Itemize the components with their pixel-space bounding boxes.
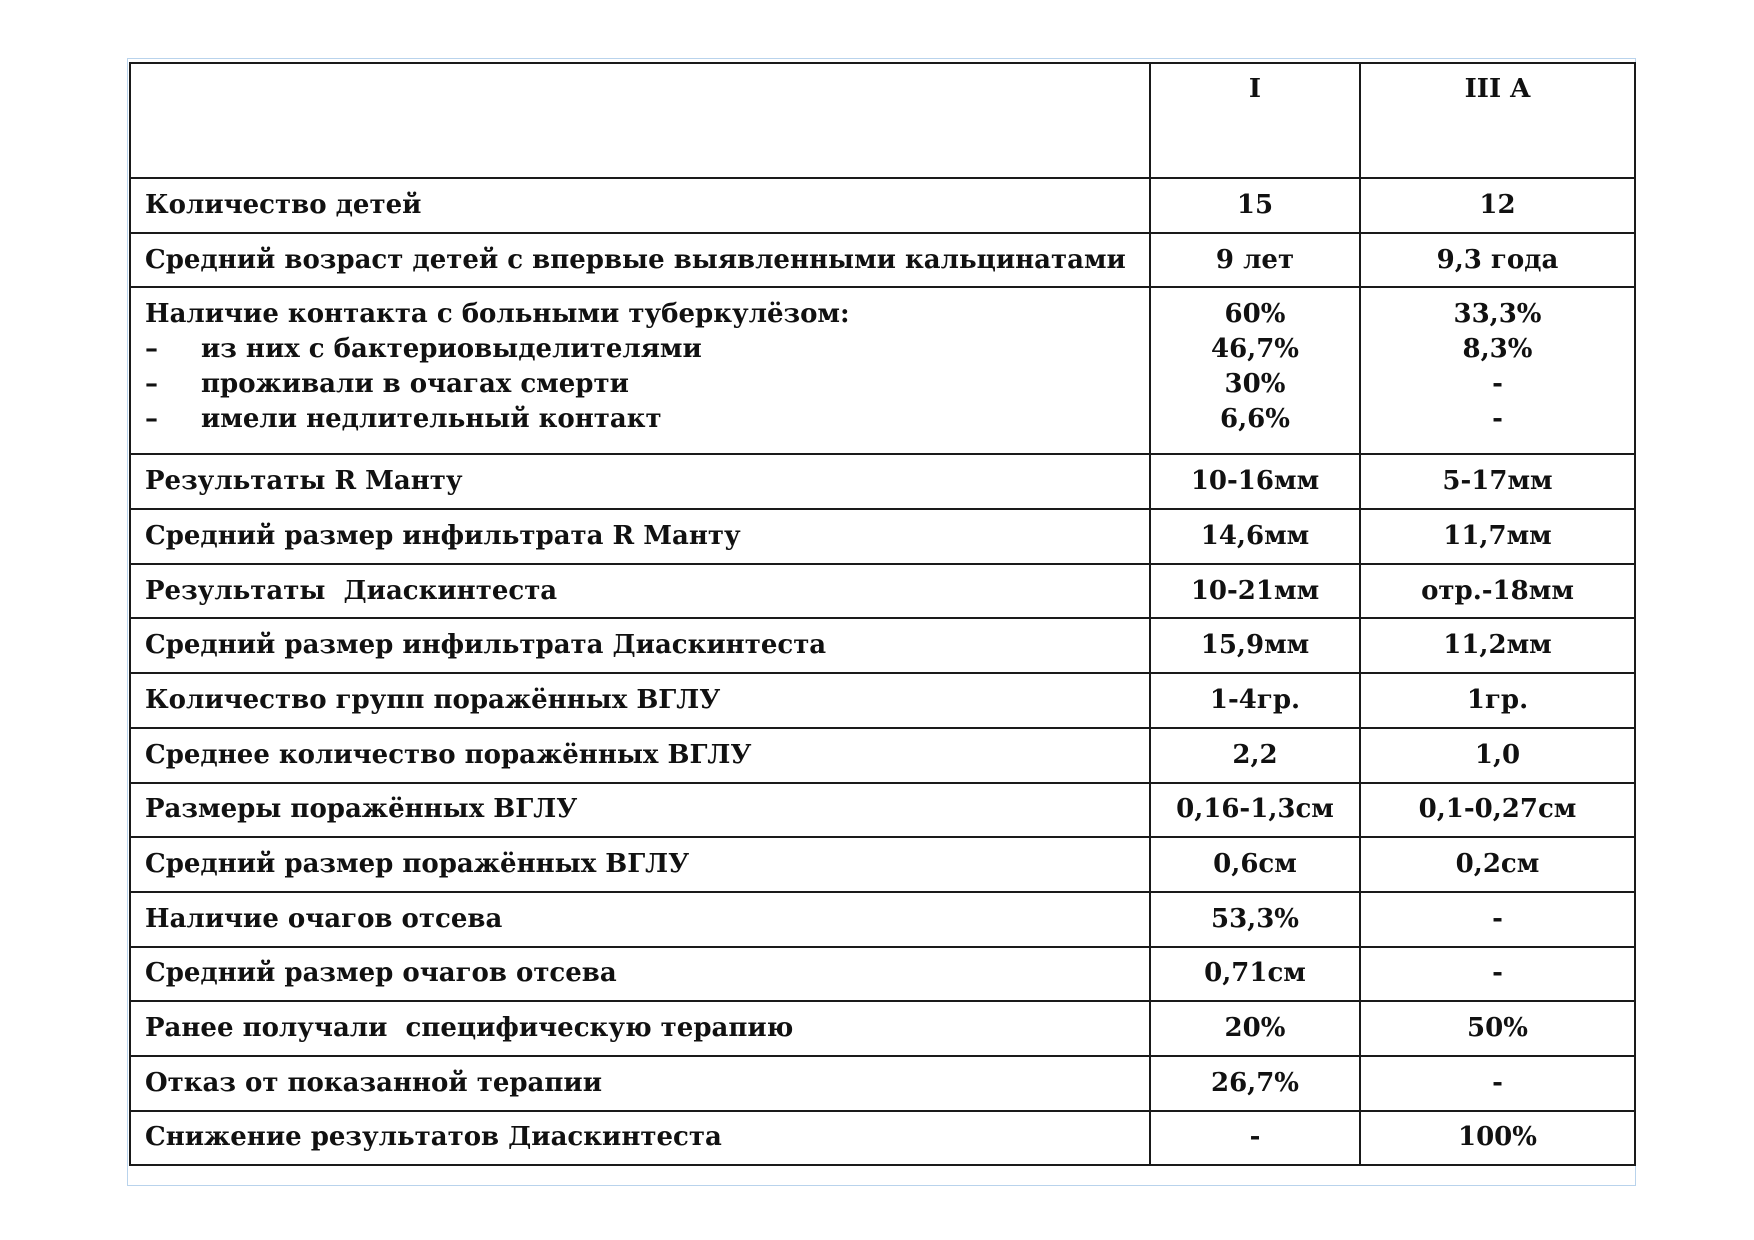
row-label: Средний размер инфильтрата Диаскинтеста (130, 618, 1150, 673)
table-row (130, 233, 1635, 288)
value-group-iii-a: - (1360, 1056, 1635, 1111)
header-label-cell (130, 63, 1150, 178)
value: 33,3% (1453, 299, 1542, 330)
table-row (130, 728, 1635, 783)
value-group-i: 0,71см (1150, 947, 1360, 1002)
table-row (130, 1001, 1635, 1056)
table-header-row (130, 63, 1635, 178)
value-group-i: 14,6мм (1150, 509, 1360, 564)
row-label: Отказ от показанной терапии (130, 1056, 1150, 1111)
value-group-i: 2,2 (1150, 728, 1360, 783)
value-group-i: - (1150, 1111, 1360, 1166)
dash-marker: – (145, 369, 158, 400)
row-label: Средний размер поражённых ВГЛУ (130, 837, 1150, 892)
value: 60% (1224, 299, 1286, 330)
value-group-iii-a: 9,3 года (1360, 233, 1635, 288)
table-row (130, 673, 1635, 728)
value-group-i (1150, 287, 1360, 454)
row-label: Средний возраст детей с впервые выявленными кальцинатами (130, 233, 1150, 288)
value-group-i: 26,7% (1150, 1056, 1360, 1111)
value-group-iii-a: 1гр. (1360, 673, 1635, 728)
sub-value: 30% (1224, 369, 1286, 400)
value-group-iii-a: 0,2см (1360, 837, 1635, 892)
value-group-iii-a: 11,7мм (1360, 509, 1635, 564)
table-row (130, 509, 1635, 564)
sub-item (145, 332, 1149, 367)
table-row (130, 783, 1635, 838)
table-row-contact (130, 287, 1635, 454)
row-label: Ранее получали специфическую терапию (130, 1001, 1150, 1056)
value-group-i: 1-4гр. (1150, 673, 1360, 728)
value-group-i: 0,16-1,3см (1150, 783, 1360, 838)
value-group-i: 0,6см (1150, 837, 1360, 892)
row-label: Средний размер инфильтрата R Манту (130, 509, 1150, 564)
row-label: Размеры поражённых ВГЛУ (130, 783, 1150, 838)
value-group-iii-a: 11,2мм (1360, 618, 1635, 673)
row-label: Средний размер очагов отсева (130, 947, 1150, 1002)
sub-item-label: имели недлительный контакт (201, 404, 662, 435)
row-label: Результаты R Манту (130, 454, 1150, 509)
row-label: Среднее количество поражённых ВГЛУ (130, 728, 1150, 783)
value-group-i: 10-16мм (1150, 454, 1360, 509)
value-group-iii-a: 5-17мм (1360, 454, 1635, 509)
row-label: Количество детей (130, 178, 1150, 233)
comparison-table (129, 62, 1636, 1166)
value-group-i: 9 лет (1150, 233, 1360, 288)
table-row (130, 618, 1635, 673)
row-label: Результаты Диаскинтеста (130, 564, 1150, 619)
table-row (130, 1111, 1635, 1166)
value-group-i: 15,9мм (1150, 618, 1360, 673)
table-row (130, 454, 1635, 509)
header-group-iii-a: III A (1360, 63, 1635, 178)
row-label: Наличие очагов отсева (130, 892, 1150, 947)
table-row (130, 1056, 1635, 1111)
dash-marker: – (145, 334, 158, 365)
value-group-iii-a: отр.-18мм (1360, 564, 1635, 619)
sub-value: - (1492, 369, 1503, 400)
row-label: Количество групп поражённых ВГЛУ (130, 673, 1150, 728)
sub-item (145, 367, 1149, 402)
sub-item (145, 402, 1149, 437)
value-group-iii-a: 0,1-0,27см (1360, 783, 1635, 838)
row-label: Наличие контакта с больными туберкулёзом: (145, 299, 850, 330)
value-group-iii-a: 1,0 (1360, 728, 1635, 783)
value-group-iii-a: 12 (1360, 178, 1635, 233)
value-group-iii-a: 100% (1360, 1111, 1635, 1166)
value-group-iii-a: 50% (1360, 1001, 1635, 1056)
row-label-group (130, 287, 1150, 454)
table-row (130, 837, 1635, 892)
sub-item-label: из них с бактериовыделителями (201, 334, 702, 365)
table-row (130, 947, 1635, 1002)
value-group-i: 53,3% (1150, 892, 1360, 947)
header-group-i: I (1150, 63, 1360, 178)
row-label: Снижение результатов Диаскинтеста (130, 1111, 1150, 1166)
table-row (130, 178, 1635, 233)
value-group-i: 20% (1150, 1001, 1360, 1056)
value-group-i: 15 (1150, 178, 1360, 233)
value-group-iii-a (1360, 287, 1635, 454)
value-group-i: 10-21мм (1150, 564, 1360, 619)
sub-value: 8,3% (1462, 334, 1533, 365)
sub-item-label: проживали в очагах смерти (201, 369, 629, 400)
value-group-iii-a: - (1360, 947, 1635, 1002)
sub-value: - (1492, 404, 1503, 435)
table-row (130, 564, 1635, 619)
value-group-iii-a: - (1360, 892, 1635, 947)
sub-value: 6,6% (1220, 404, 1290, 435)
dash-marker: – (145, 404, 158, 435)
table-row (130, 892, 1635, 947)
sub-value: 46,7% (1210, 334, 1300, 365)
